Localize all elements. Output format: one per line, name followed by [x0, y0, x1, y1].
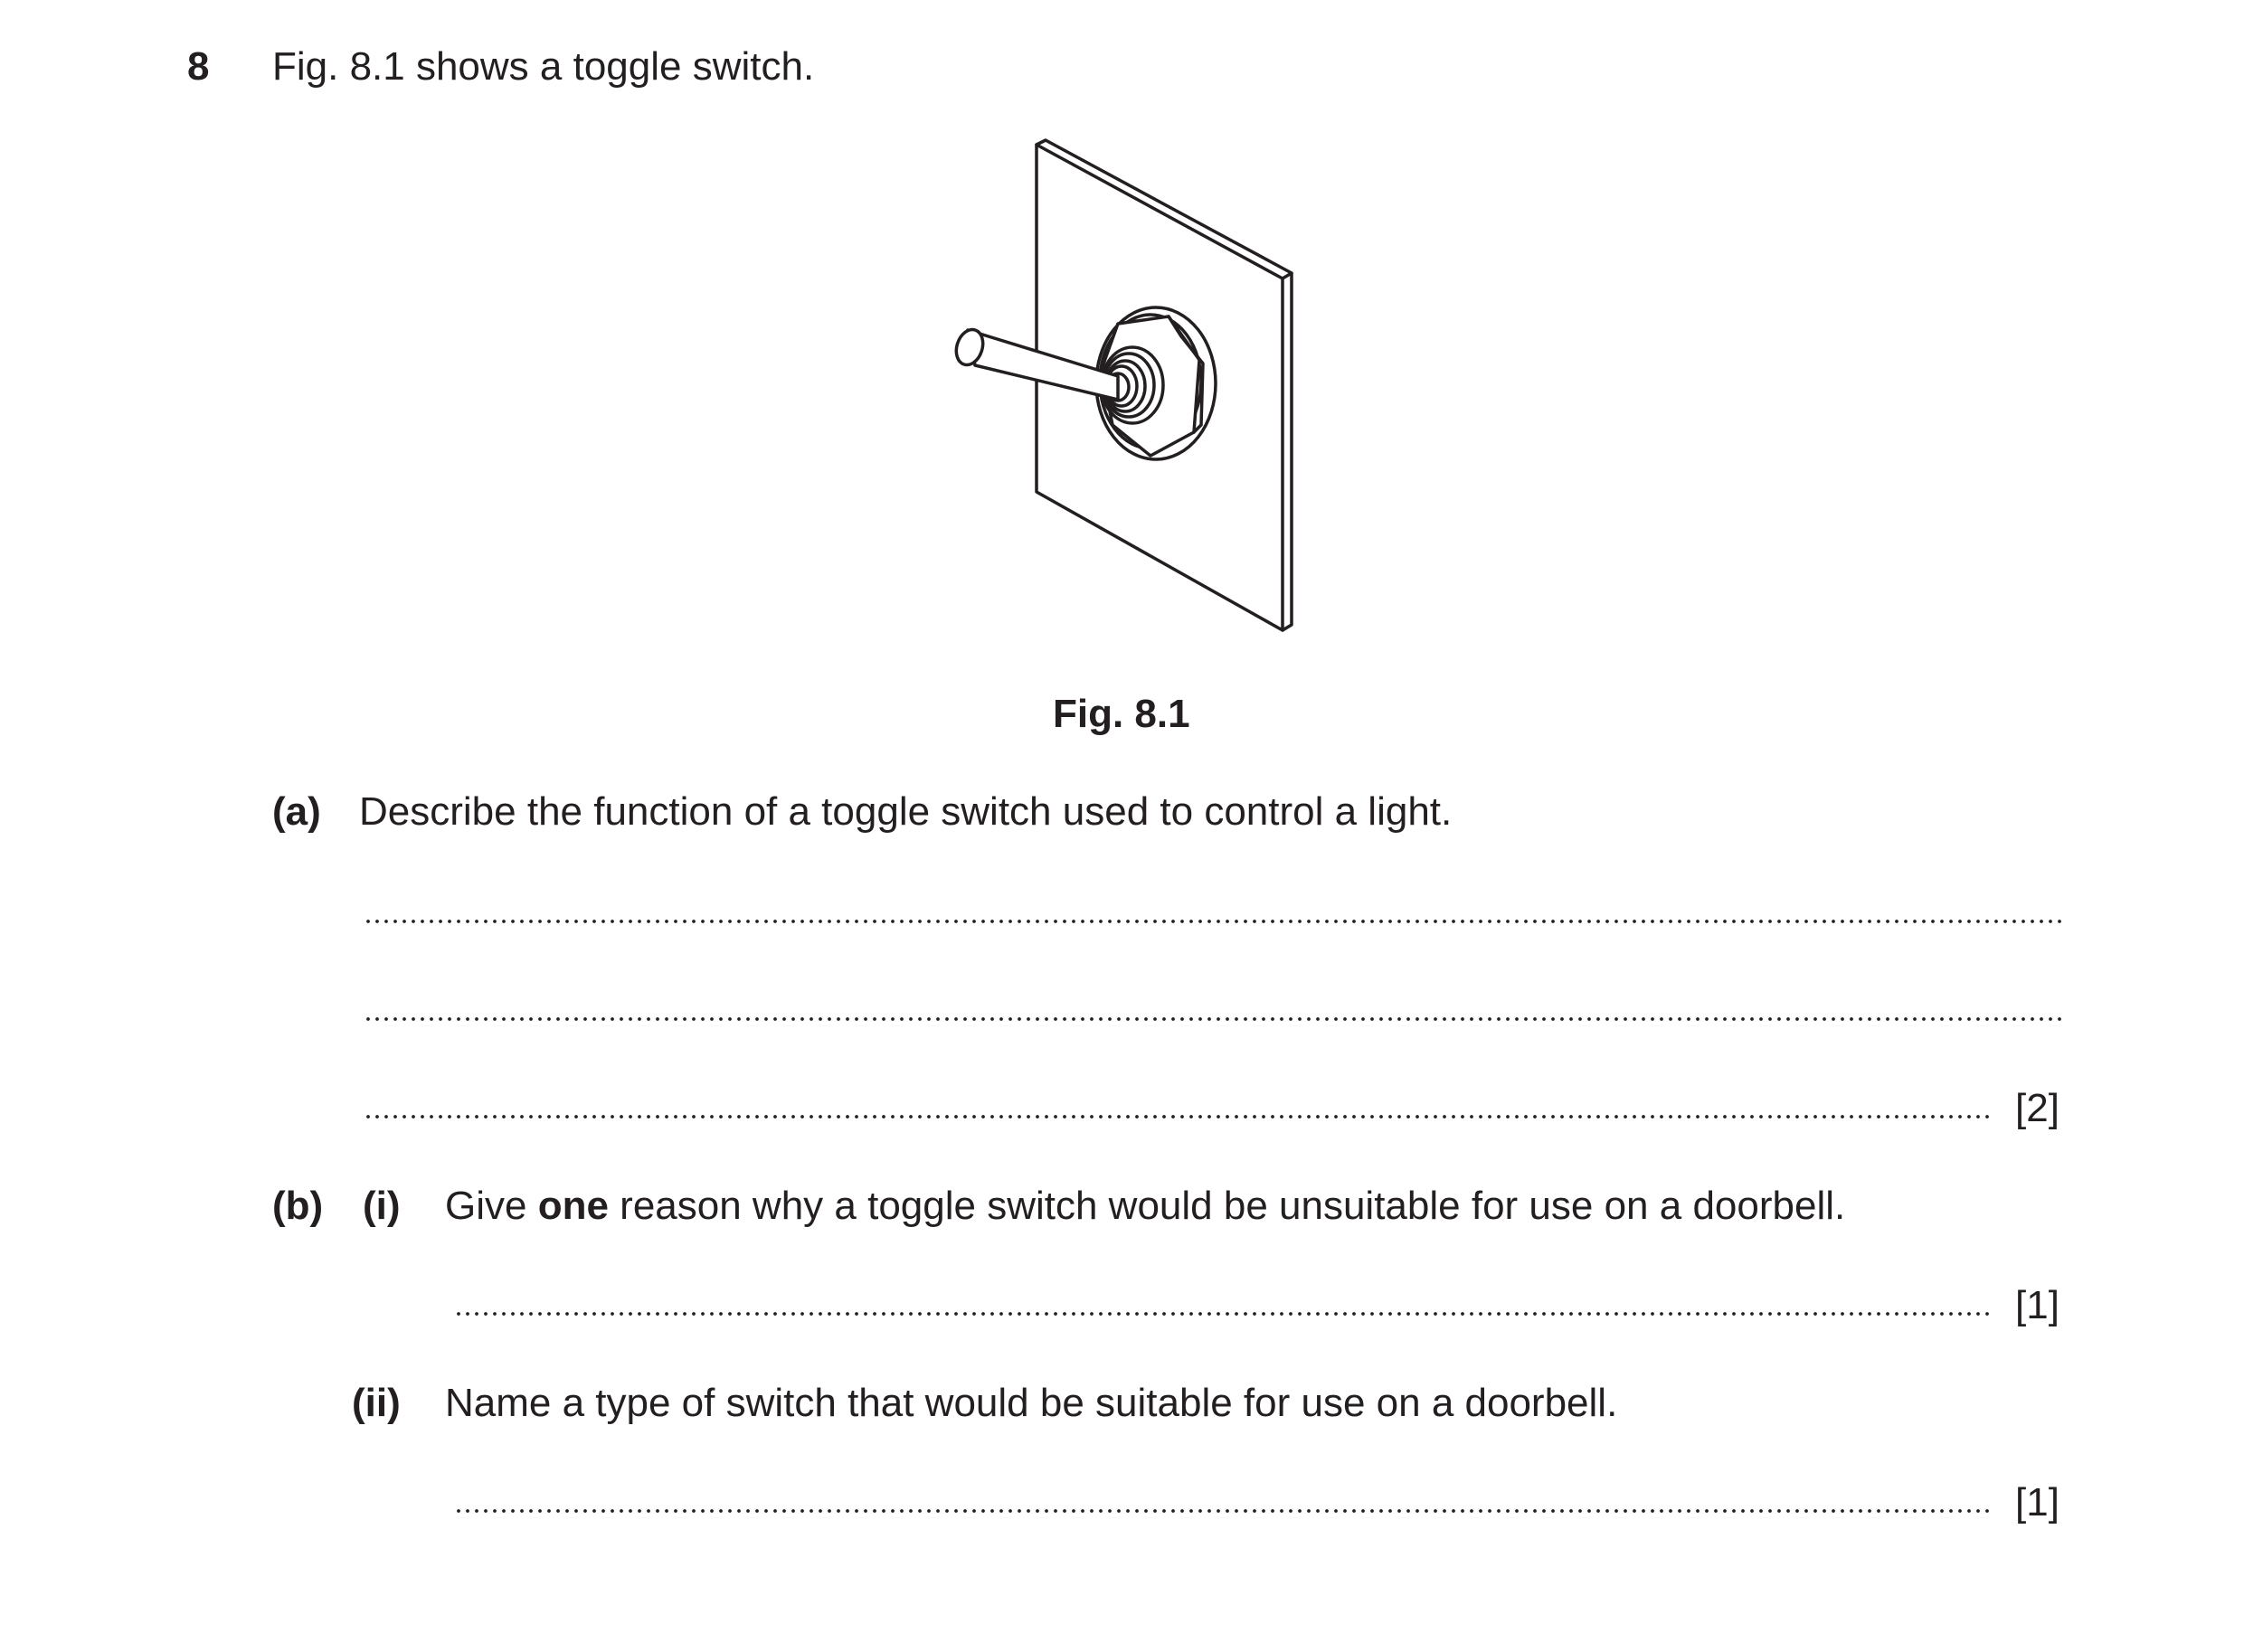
part-a-marks: [2] — [2015, 1086, 2059, 1130]
part-b-i-text-before: Give — [445, 1184, 538, 1228]
question-number: 8 — [187, 44, 210, 89]
answer-line-b-ii[interactable] — [454, 1508, 1990, 1514]
part-b-i-text-after: reason why a toggle switch would be unsuitable for use on a doorbell. — [608, 1184, 1846, 1228]
part-b-i-marks: [1] — [2015, 1283, 2059, 1327]
answer-line-b-i[interactable] — [454, 1311, 1990, 1317]
toggle-switch-figure — [941, 127, 1302, 651]
figure-caption: Fig. 8.1 — [1053, 692, 1190, 736]
part-b-i-question — [445, 1183, 1845, 1230]
answer-line-a2[interactable] — [364, 1016, 2062, 1022]
part-b-i-text-bold: one — [537, 1184, 609, 1228]
part-b-ii-label: (ii) — [352, 1381, 401, 1425]
answer-line-a3[interactable] — [364, 1114, 1990, 1119]
part-a-question: Describe the function of a toggle switch used to control a light. — [359, 789, 1453, 834]
part-b-ii-marks: [1] — [2015, 1480, 2059, 1525]
part-a-label: (a) — [272, 789, 321, 834]
part-b-i-label: (i) — [363, 1184, 401, 1228]
question-intro: Fig. 8.1 shows a toggle switch. — [272, 44, 815, 89]
answer-line-a1[interactable] — [364, 919, 2062, 924]
part-b-ii-question: Name a type of switch that would be suitable for use on a doorbell. — [445, 1381, 1618, 1425]
part-b-label: (b) — [272, 1184, 324, 1228]
